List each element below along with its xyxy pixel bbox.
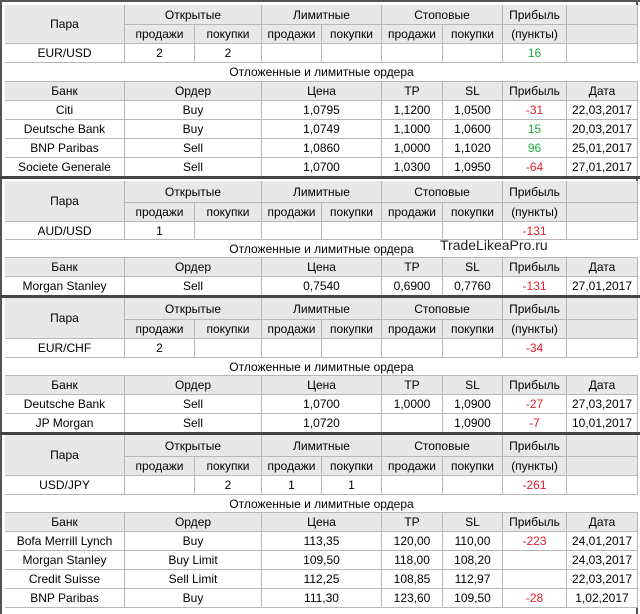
order-order: Buy — [125, 101, 262, 120]
order-profit-header: Прибыль — [503, 258, 567, 277]
stop-buy-header: покупки — [443, 203, 503, 222]
sl-header: SL — [443, 258, 503, 277]
pair-profit: -131 — [503, 222, 567, 240]
profit-header: Прибыль — [503, 181, 567, 203]
orders-title: Отложенные и лимитные ордера — [5, 495, 638, 513]
order-price: 1,0700 — [262, 395, 382, 414]
orders-title: Отложенные и лимитные ордера — [5, 358, 638, 376]
price-header: Цена — [262, 513, 382, 532]
profit-header: Прибыль — [503, 5, 567, 25]
order-order: Sell Limit — [125, 570, 262, 589]
open-header: Открытые — [125, 5, 262, 25]
tp-header: TP — [382, 258, 443, 277]
order-tp: 1,1200 — [382, 101, 443, 120]
pair-open-sell: 2 — [125, 44, 195, 63]
order-price: 1,0749 — [262, 120, 382, 139]
order-bank: JP Morgan — [5, 414, 125, 433]
order-tp: 0,6900 — [382, 277, 443, 296]
order-price: 112,25 — [262, 570, 382, 589]
limit-header: Лимитные — [262, 181, 382, 203]
order-header: Ордер — [125, 258, 262, 277]
order-bank: Credit Suisse — [5, 570, 125, 589]
order-sl: 1,0900 — [443, 414, 503, 433]
pair-limit-sell: 1 — [262, 476, 322, 495]
pair-name: USD/JPY — [5, 476, 125, 495]
order-date: 24,01,2017 — [567, 532, 638, 551]
header-blank — [567, 181, 638, 203]
pair-open-buy — [195, 339, 262, 358]
pair-name: EUR/CHF — [5, 339, 125, 358]
points-header: (пункты) — [503, 25, 567, 44]
open-sell-header: продажи — [125, 457, 195, 476]
order-price: 1,0700 — [262, 158, 382, 177]
order-order: Sell — [125, 139, 262, 158]
order-sl: 112,97 — [443, 570, 503, 589]
pair-profit: -261 — [503, 476, 567, 495]
pair-stop-buy — [443, 476, 503, 495]
open-sell-header: продажи — [125, 320, 195, 339]
pair-limit-sell — [262, 339, 322, 358]
order-price: 1,0860 — [262, 139, 382, 158]
order-sl: 109,50 — [443, 589, 503, 608]
bank-header: Банк — [5, 513, 125, 532]
order-sl: 110,00 — [443, 532, 503, 551]
order-bank: Deutsche Bank — [5, 395, 125, 414]
order-bank: Deutsche Bank — [5, 120, 125, 139]
order-sl: 1,1020 — [443, 139, 503, 158]
order-profit: -27 — [503, 395, 567, 414]
pair-name: EUR/USD — [5, 44, 125, 63]
order-date: 10,01,2017 — [567, 414, 638, 433]
bank-header: Банк — [5, 258, 125, 277]
pair-stop-sell — [382, 339, 443, 358]
limit-header: Лимитные — [262, 298, 382, 320]
order-header: Ордер — [125, 376, 262, 395]
order-tp: 123,60 — [382, 589, 443, 608]
order-tp: 1,0300 — [382, 158, 443, 177]
pair-blank — [567, 44, 638, 63]
stop-header: Стоповые — [382, 435, 503, 457]
pair-blank — [567, 476, 638, 495]
order-date: 27,03,2017 — [567, 395, 638, 414]
order-price: 113,35 — [262, 532, 382, 551]
order-price: 109,50 — [262, 551, 382, 570]
order-profit: -28 — [503, 589, 567, 608]
order-date: 22,03,2017 — [567, 570, 638, 589]
order-profit — [503, 570, 567, 589]
limit-sell-header: продажи — [262, 457, 322, 476]
limit-sell-header: продажи — [262, 320, 322, 339]
profit-header: Прибыль — [503, 298, 567, 320]
limit-header: Лимитные — [262, 435, 382, 457]
bank-header: Банк — [5, 376, 125, 395]
stop-sell-header: продажи — [382, 457, 443, 476]
price-header: Цена — [262, 258, 382, 277]
order-bank: Morgan Stanley — [5, 277, 125, 296]
points-header: (пункты) — [503, 457, 567, 476]
order-order: Sell — [125, 414, 262, 433]
header-blank — [567, 5, 638, 25]
pair-header: Пара — [5, 435, 125, 476]
limit-buy-header: покупки — [322, 457, 382, 476]
open-header: Открытые — [125, 435, 262, 457]
pair-stop-sell — [382, 222, 443, 240]
order-profit: 15 — [503, 120, 567, 139]
pair-header: Пара — [5, 181, 125, 222]
order-profit-header: Прибыль — [503, 513, 567, 532]
order-bank: Citi — [5, 101, 125, 120]
order-profit-header: Прибыль — [503, 82, 567, 101]
orders-title: Отложенные и лимитные ордера — [5, 63, 638, 82]
stop-buy-header: покупки — [443, 320, 503, 339]
date-header: Дата — [567, 82, 638, 101]
pair-open-sell: 1 — [125, 222, 195, 240]
order-date: 1,02,2017 — [567, 589, 638, 608]
order-sl: 1,0500 — [443, 101, 503, 120]
pair-limit-buy — [322, 222, 382, 240]
order-sl: 108,20 — [443, 551, 503, 570]
pair-limit-buy — [322, 44, 382, 63]
open-sell-header: продажи — [125, 25, 195, 44]
order-order: Sell — [125, 158, 262, 177]
open-buy-header: покупки — [195, 457, 262, 476]
subheader-blank — [567, 320, 638, 339]
order-sl: 1,0600 — [443, 120, 503, 139]
stop-header: Стоповые — [382, 181, 503, 203]
stop-buy-header: покупки — [443, 25, 503, 44]
limit-header: Лимитные — [262, 5, 382, 25]
pair-stop-buy — [443, 44, 503, 63]
order-profit-header: Прибыль — [503, 376, 567, 395]
order-date: 22,03,2017 — [567, 101, 638, 120]
pair-stop-sell — [382, 476, 443, 495]
header-blank — [567, 435, 638, 457]
order-header: Ордер — [125, 513, 262, 532]
order-profit — [503, 551, 567, 570]
pair-profit: 16 — [503, 44, 567, 63]
points-header: (пункты) — [503, 320, 567, 339]
open-header: Открытые — [125, 181, 262, 203]
sl-header: SL — [443, 376, 503, 395]
open-header: Открытые — [125, 298, 262, 320]
subheader-blank — [567, 457, 638, 476]
order-tp: 120,00 — [382, 532, 443, 551]
sl-header: SL — [443, 513, 503, 532]
order-order: Buy Limit — [125, 551, 262, 570]
stop-header: Стоповые — [382, 298, 503, 320]
order-bank: BNP Paribas — [5, 139, 125, 158]
profit-header: Прибыль — [503, 435, 567, 457]
pair-open-buy: 2 — [195, 476, 262, 495]
pair-limit-buy: 1 — [322, 476, 382, 495]
order-tp: 118,00 — [382, 551, 443, 570]
pair-name: AUD/USD — [5, 222, 125, 240]
sl-header: SL — [443, 82, 503, 101]
pair-profit: -34 — [503, 339, 567, 358]
order-tp: 1,0000 — [382, 395, 443, 414]
pair-open-sell — [125, 476, 195, 495]
stop-buy-header: покупки — [443, 457, 503, 476]
order-date: 24,03,2017 — [567, 551, 638, 570]
header-blank — [567, 298, 638, 320]
limit-buy-header: покупки — [322, 25, 382, 44]
pair-open-sell: 2 — [125, 339, 195, 358]
pair-header: Пара — [5, 5, 125, 44]
limit-buy-header: покупки — [322, 320, 382, 339]
price-header: Цена — [262, 82, 382, 101]
order-header: Ордер — [125, 82, 262, 101]
section-separator — [0, 176, 640, 179]
tp-header: TP — [382, 376, 443, 395]
pair-open-buy — [195, 222, 262, 240]
tp-header: TP — [382, 513, 443, 532]
order-bank: Bofa Merrill Lynch — [5, 532, 125, 551]
pair-header: Пара — [5, 298, 125, 339]
order-profit: -131 — [503, 277, 567, 296]
limit-sell-header: продажи — [262, 25, 322, 44]
stop-header: Стоповые — [382, 5, 503, 25]
pair-stop-sell — [382, 44, 443, 63]
bank-header: Банк — [5, 82, 125, 101]
order-bank: Morgan Stanley — [5, 551, 125, 570]
date-header: Дата — [567, 376, 638, 395]
order-tp — [382, 414, 443, 433]
order-date: 25,01,2017 — [567, 139, 638, 158]
orders-title: Отложенные и лимитные ордера — [5, 240, 638, 258]
order-order: Buy — [125, 120, 262, 139]
order-bank: Societe Generale — [5, 158, 125, 177]
order-order: Buy — [125, 532, 262, 551]
order-price: 1,0795 — [262, 101, 382, 120]
order-price: 111,30 — [262, 589, 382, 608]
limit-buy-header: покупки — [322, 203, 382, 222]
subheader-blank — [567, 25, 638, 44]
order-order: Sell — [125, 277, 262, 296]
order-profit: -223 — [503, 532, 567, 551]
order-profit: -7 — [503, 414, 567, 433]
order-profit: 96 — [503, 139, 567, 158]
order-tp: 1,0000 — [382, 139, 443, 158]
stop-sell-header: продажи — [382, 320, 443, 339]
date-header: Дата — [567, 258, 638, 277]
stop-sell-header: продажи — [382, 203, 443, 222]
date-header: Дата — [567, 513, 638, 532]
order-date: 27,01,2017 — [567, 277, 638, 296]
pair-stop-buy — [443, 339, 503, 358]
order-sl: 1,0900 — [443, 395, 503, 414]
order-profit: -64 — [503, 158, 567, 177]
frame-edge-l — [0, 0, 2, 614]
order-date: 27,01,2017 — [567, 158, 638, 177]
order-profit: -31 — [503, 101, 567, 120]
watermark-text: TradeLikeaPro.ru — [440, 237, 548, 253]
order-sl: 1,0950 — [443, 158, 503, 177]
pair-limit-sell — [262, 222, 322, 240]
pair-limit-sell — [262, 44, 322, 63]
order-price: 1,0720 — [262, 414, 382, 433]
order-tp: 108,85 — [382, 570, 443, 589]
points-header: (пункты) — [503, 203, 567, 222]
pair-blank — [567, 222, 638, 240]
order-order: Sell — [125, 395, 262, 414]
pair-blank — [567, 339, 638, 358]
order-order: Buy — [125, 589, 262, 608]
order-sl: 0,7760 — [443, 277, 503, 296]
order-date: 20,03,2017 — [567, 120, 638, 139]
open-buy-header: покупки — [195, 25, 262, 44]
open-buy-header: покупки — [195, 203, 262, 222]
price-header: Цена — [262, 376, 382, 395]
subheader-blank — [567, 203, 638, 222]
pair-open-buy: 2 — [195, 44, 262, 63]
order-bank: BNP Paribas — [5, 589, 125, 608]
open-buy-header: покупки — [195, 320, 262, 339]
order-tp: 1,1000 — [382, 120, 443, 139]
stop-sell-header: продажи — [382, 25, 443, 44]
pair-limit-buy — [322, 339, 382, 358]
open-sell-header: продажи — [125, 203, 195, 222]
tp-header: TP — [382, 82, 443, 101]
order-price: 0,7540 — [262, 277, 382, 296]
limit-sell-header: продажи — [262, 203, 322, 222]
frame-edge-t — [0, 0, 640, 2]
